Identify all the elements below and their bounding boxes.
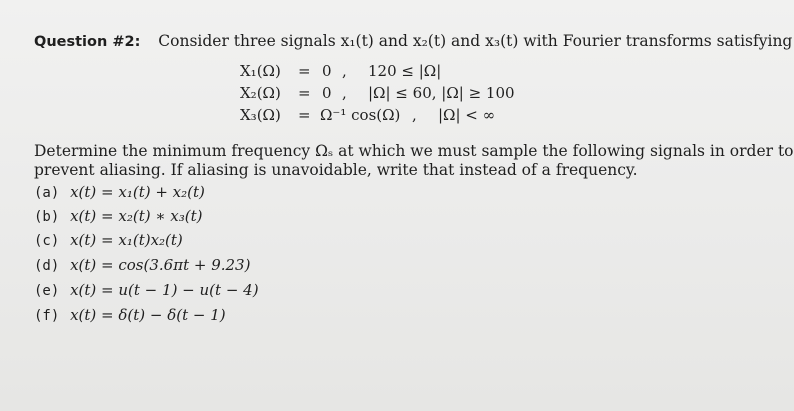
part-expression: x(t) = u(t − 1) − u(t − 4) (70, 281, 259, 299)
part-label: (a) (34, 185, 60, 201)
equation-lhs: X₃(Ω) (240, 106, 281, 124)
part-label: (b) (34, 209, 60, 225)
equation-equals: = (298, 84, 311, 102)
list-item (34, 280, 259, 301)
part-label: (f) (34, 308, 60, 324)
equation-value: 0 (322, 84, 332, 102)
list-item (34, 305, 226, 326)
equation-condition: |Ω| ≤ 60, |Ω| ≥ 100 (368, 84, 515, 102)
equation-equals: = (298, 106, 311, 124)
list-item (34, 182, 205, 203)
part-label: (c) (34, 233, 60, 249)
equation-value: 0 (322, 62, 332, 80)
equation-equals: = (298, 62, 311, 80)
part-expression: x(t) = x₁(t) + x₂(t) (70, 183, 205, 201)
equation-comma: , (412, 106, 417, 124)
list-item (34, 206, 203, 227)
part-expression: x(t) = cos(3.6πt + 9.23) (70, 256, 251, 274)
equation-lhs: X₂(Ω) (240, 84, 281, 102)
part-expression: x(t) = x₂(t) ∗ x₃(t) (70, 207, 203, 225)
equation-lhs: X₁(Ω) (240, 62, 281, 80)
part-label: (e) (34, 283, 60, 299)
equation-comma: , (342, 84, 347, 102)
part-expression: x(t) = δ(t) − δ(t − 1) (70, 306, 226, 324)
equation-value: Ω⁻¹ cos(Ω) (320, 106, 401, 124)
list-item (34, 255, 250, 276)
part-label: (d) (34, 258, 60, 274)
part-expression: x(t) = x₁(t)x₂(t) (70, 231, 183, 249)
instructions-line-1: Determine the minimum frequency Ωₛ at which we must sample the following signals in order to (34, 142, 794, 160)
question-header (34, 31, 792, 52)
question-label: Question #2: (34, 34, 141, 50)
instructions-line-2: prevent aliasing. If aliasing is unavoidable, write that instead of a frequency. (34, 161, 638, 179)
question-intro: Consider three signals x₁(t) and x₂(t) and x₃(t) with Fourier transforms satisfying (158, 32, 793, 50)
equation-comma: , (342, 62, 347, 80)
list-item (34, 230, 183, 251)
equation-condition: 120 ≤ |Ω| (368, 62, 442, 80)
equation-condition: |Ω| < ∞ (438, 106, 496, 124)
